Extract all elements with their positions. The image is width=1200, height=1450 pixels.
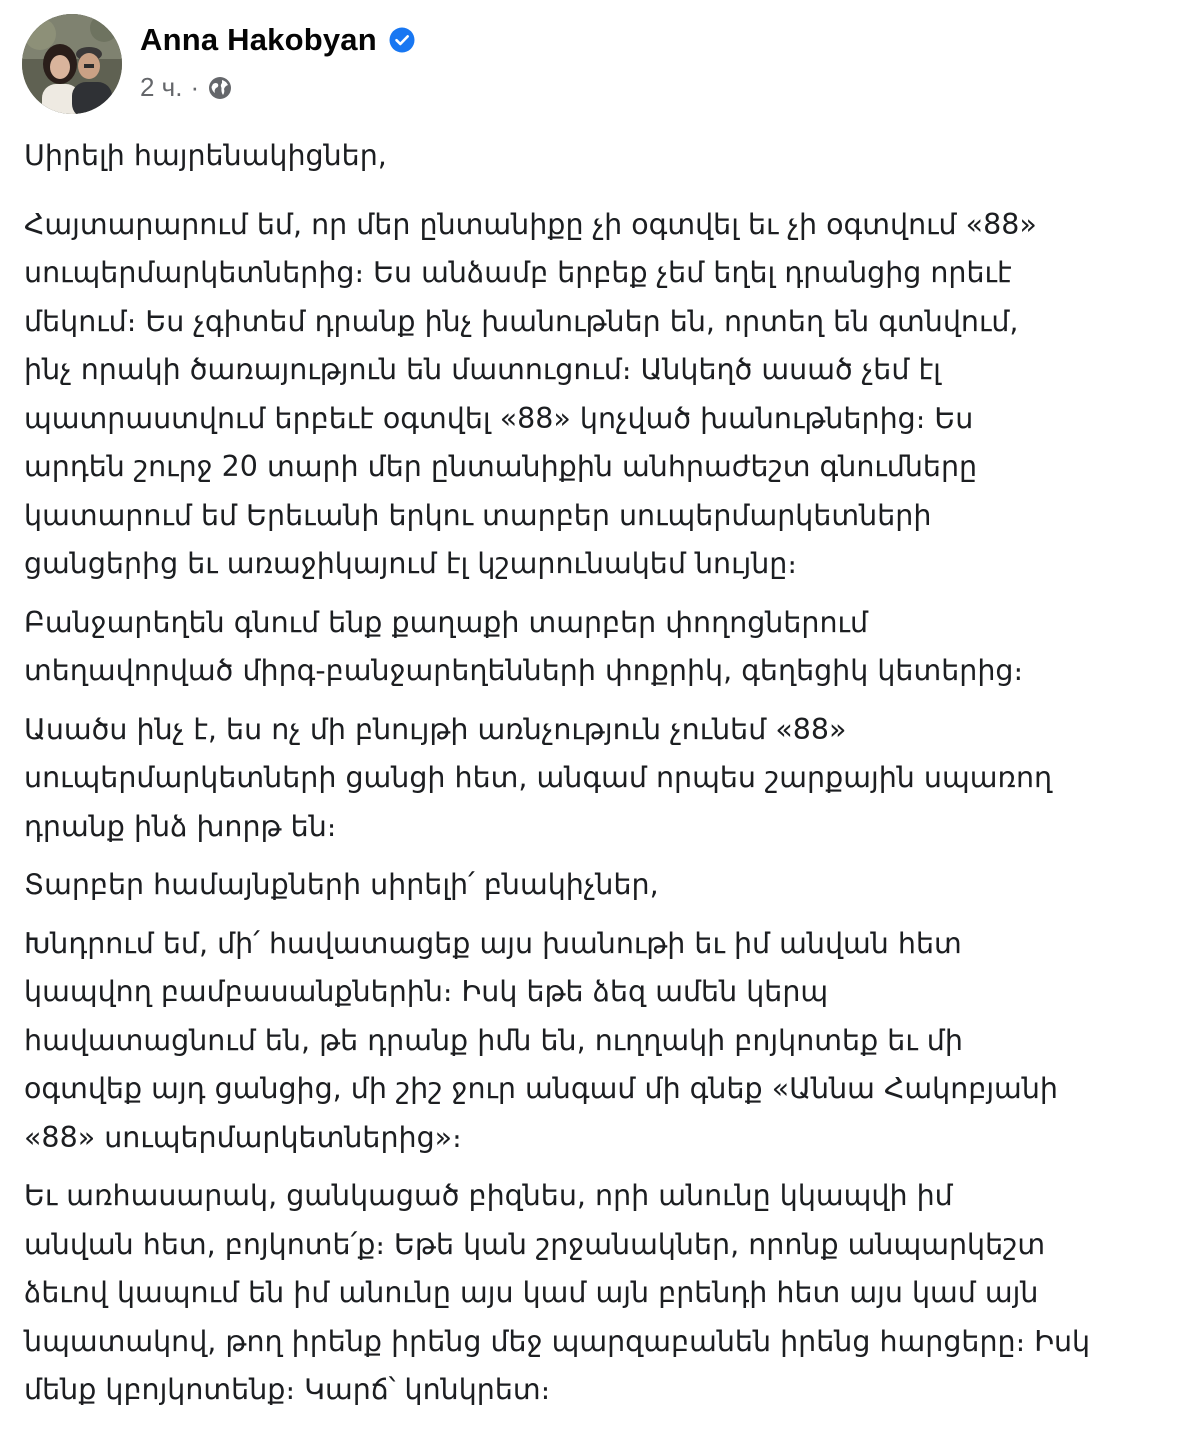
text-line: Բանջարեղեն գնում ենք քաղաքի տարբեր փողոցներում — [24, 605, 869, 639]
text-line: «88» սուպերմարկետներից»։ — [24, 1120, 462, 1154]
text-line: Սիրելի հայրենակիցներ, — [24, 139, 387, 172]
post-meta — [140, 72, 415, 103]
text-line: դրանք ինձ խորթ են։ — [24, 809, 337, 843]
text-line: Ասածս ինչ է, ես ոչ մի բնույթի առնչություն չունեմ «88» — [24, 712, 847, 746]
paragraph-greeting — [24, 132, 1184, 181]
globe-icon[interactable] — [207, 75, 233, 101]
text-line: ձեւով կապում են իմ անունը այս կամ այն բրենդի հետ այս կամ այն — [24, 1276, 1039, 1309]
text-line: ցանցերից եւ առաջիկայում էլ կշարունակեմ նույնը։ — [24, 547, 797, 580]
paragraph-statement — [24, 201, 1184, 589]
author-block — [140, 14, 415, 103]
post-header — [22, 14, 415, 114]
text-line: Հայտարարում եմ, որ մեր ընտանիքը չի օգտվել եւ չի օգտվում «88» — [24, 207, 1037, 241]
paragraph-vegetables — [24, 599, 1184, 696]
text-line: կատարում եմ Երեւանի երկու տարբեր սուպերմարկետների — [24, 498, 932, 532]
text-line: արդեն շուրջ 20 տարի մեր ընտանիքին անհրաժեշտ գնումները — [24, 450, 978, 483]
verified-badge-icon — [389, 27, 415, 53]
paragraph-boycott — [24, 1172, 1184, 1415]
text-line: Եւ առհասարակ, ցանկացած բիզնես, որի անունը կկապվի իմ — [24, 1179, 953, 1212]
post-body — [24, 132, 1184, 1415]
text-line: սուպերմարկետների ցանցի հետ, անգամ որպես շարքային սպառող — [24, 761, 1053, 794]
text-line: մեկում։ Ես չգիտեմ դրանք ինչ խանութներ են, որտեղ են գտնվում, — [24, 304, 1019, 338]
avatar[interactable] — [22, 14, 122, 114]
author-row — [140, 20, 415, 60]
text-line: նպատակով, թող իրենք իրենց մեջ պարզաբանեն իրենց հարցերը։ Իսկ — [24, 1324, 1091, 1358]
text-line: Խնդրում եմ, մի՛ հավատացեք այս խանութի եւ իմ անվան հետ — [24, 926, 962, 960]
text-line: ինչ որակի ծառայություն են մատուցում։ Անկեղծ ասած չեմ էլ — [24, 353, 941, 386]
text-line: կապվող բամբասանքներին։ Իսկ եթե ձեզ ամեն կերպ — [24, 975, 829, 1008]
meta-separator: · — [190, 72, 200, 102]
text-line: պատրաստվում երբեւէ օգտվել «88» կոչված խանութներից։ Ես — [24, 401, 974, 435]
text-line: Տարբեր համայնքների սիրելի՛ բնակիչներ, — [24, 868, 659, 901]
author-name[interactable]: Anna Hakobyan — [140, 22, 377, 57]
post-timestamp[interactable]: 2 ч. — [140, 72, 183, 102]
avatar-photo — [22, 14, 122, 114]
text-line: մենք կբոյկոտենք։ Կարճ՝ կոնկրետ։ — [24, 1373, 551, 1406]
text-line: սուպերմարկետներից։ Ես անձամբ երբեք չեմ եղել դրանցից որեւէ — [24, 256, 1012, 289]
text-line: տեղավորված միրգ-բանջարեղենների փոքրիկ, գեղեցիկ կետերից։ — [24, 654, 1024, 687]
paragraph-no-relation — [24, 706, 1184, 852]
text-line: օգտվեք այդ ցանցից, մի շիշ ջուր անգամ մի գնեք «Աննա Հակոբյանի — [24, 1072, 1058, 1105]
paragraph-request — [24, 920, 1184, 1163]
paragraph-residents — [24, 861, 1184, 910]
text-line: անվան հետ, բոյկոտե՛ք։ Եթե կան շրջանակներ, որոնք անպարկեշտ — [24, 1227, 1046, 1261]
text-line: հավատացնում են, թե դրանք իմն են, ուղղակի բոյկոտեք եւ մի — [24, 1023, 963, 1057]
